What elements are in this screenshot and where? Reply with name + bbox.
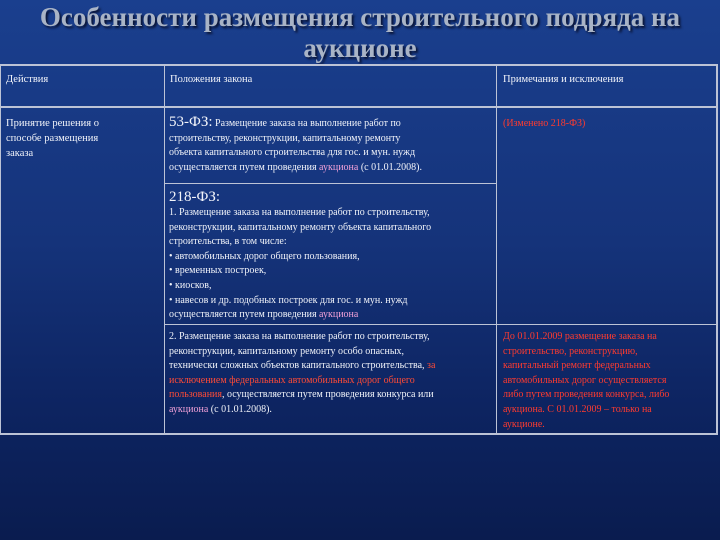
header-notes: Примечания и исключения (503, 74, 624, 85)
row2-bullet: • навесов и др. подобных построек для гос. и мун. нужд (169, 294, 408, 306)
row1-law-line (169, 161, 495, 176)
row3-exception-highlight: пользования (169, 389, 222, 401)
row3-law-line (169, 403, 495, 418)
row2-bullet: • автомобильных дорог общего пользования, (169, 250, 360, 262)
table-border-top (0, 64, 718, 66)
row3-law-line: 2. Размещение заказа на выполнение работ по строительству, (169, 331, 430, 342)
row2-law-line: 1. Размещение заказа на выполнение работ по строительству, (169, 207, 430, 218)
table-row-divider (0, 106, 718, 108)
row3-note-line: капитальный ремонт федеральных (503, 360, 651, 372)
row2-law-line: строительства, в том числе: (169, 236, 287, 248)
row3-law (169, 330, 495, 418)
row2-law-name: 218-ФЗ: (169, 189, 221, 205)
row3-note-line: До 01.01.2009 размещение заказа на (503, 331, 657, 342)
row1-law-line: объекта капитального строительства для гос. и мун. нужд (169, 147, 416, 159)
row3-law-text: технически сложных объектов капитального строительства, (169, 360, 428, 372)
row1-law (169, 115, 495, 175)
table-column-divider (164, 64, 165, 435)
row3-note-line: аукционе. (503, 418, 545, 430)
row3-note-line: автомобильных дорог осуществляется (503, 374, 667, 386)
header-law-provisions: Положения закона (170, 74, 253, 85)
row2-law-line: реконструкции, капитальному ремонту объекта капитального (169, 221, 432, 233)
row1-auction-highlight: аукциона (319, 161, 359, 173)
row2-law-text: осуществляется путем проведения (169, 309, 320, 321)
title-line-1: Особенности размещения строительного подряда на (39, 2, 681, 32)
row2-bullet: • киосков, (169, 279, 212, 291)
row3-law-line (169, 359, 495, 374)
row1-law-text: осуществляется путем проведения (169, 161, 320, 173)
row1-law-line: строительству, реконструкции, капитальному ремонту (169, 132, 401, 144)
row3-note-line: строительство, реконструкцию, (503, 345, 638, 357)
row3-law-text: , осуществляется путем проведения конкурса или (222, 389, 434, 401)
row3-law-text: (с 01.01.2008). (208, 403, 272, 415)
row3-note-line: либо путем проведения конкурса, либо (503, 389, 670, 401)
row2-law (169, 189, 495, 323)
table-border-bottom (0, 433, 718, 435)
row1-action-line: заказа (6, 148, 34, 159)
table-border-right (716, 64, 718, 435)
row3-law-line: реконструкции, капитальному ремонту особо опасных, (169, 345, 405, 357)
row1-action (6, 116, 99, 161)
row1-law-line (169, 115, 495, 132)
row1-law-text: Размещение заказа на выполнение работ по (215, 118, 401, 129)
row2-bullet: • временных построек, (169, 265, 267, 277)
row1-law-text: (с 01.01.2008). (358, 161, 422, 173)
row1-note: (Изменено 218-ФЗ) (503, 118, 586, 129)
title-line-2: аукционе (303, 33, 417, 63)
table-row-divider (164, 324, 718, 325)
row1-action-line: способе размещения (6, 133, 99, 144)
row3-note (503, 330, 715, 432)
row1-action-line: Принятие решения о (6, 118, 99, 129)
row3-auction-highlight: аукциона (169, 403, 209, 415)
row2-law-line (169, 308, 495, 323)
slide-title (0, 2, 720, 64)
table-row-divider (164, 183, 496, 184)
row3-exception-highlight: за (427, 360, 436, 372)
table-column-divider (496, 64, 497, 435)
row2-auction-highlight: аукциона (319, 309, 359, 321)
header-actions: Действия (6, 74, 49, 85)
row3-exception-highlight: исключением федеральных автомобильных дорог общего (169, 374, 415, 386)
row3-law-line (169, 388, 495, 403)
table-border-left (0, 64, 1, 435)
row3-note-line: аукциона. С 01.01.2009 – только на (503, 403, 652, 415)
row1-law-name: 53-ФЗ: (169, 114, 213, 130)
